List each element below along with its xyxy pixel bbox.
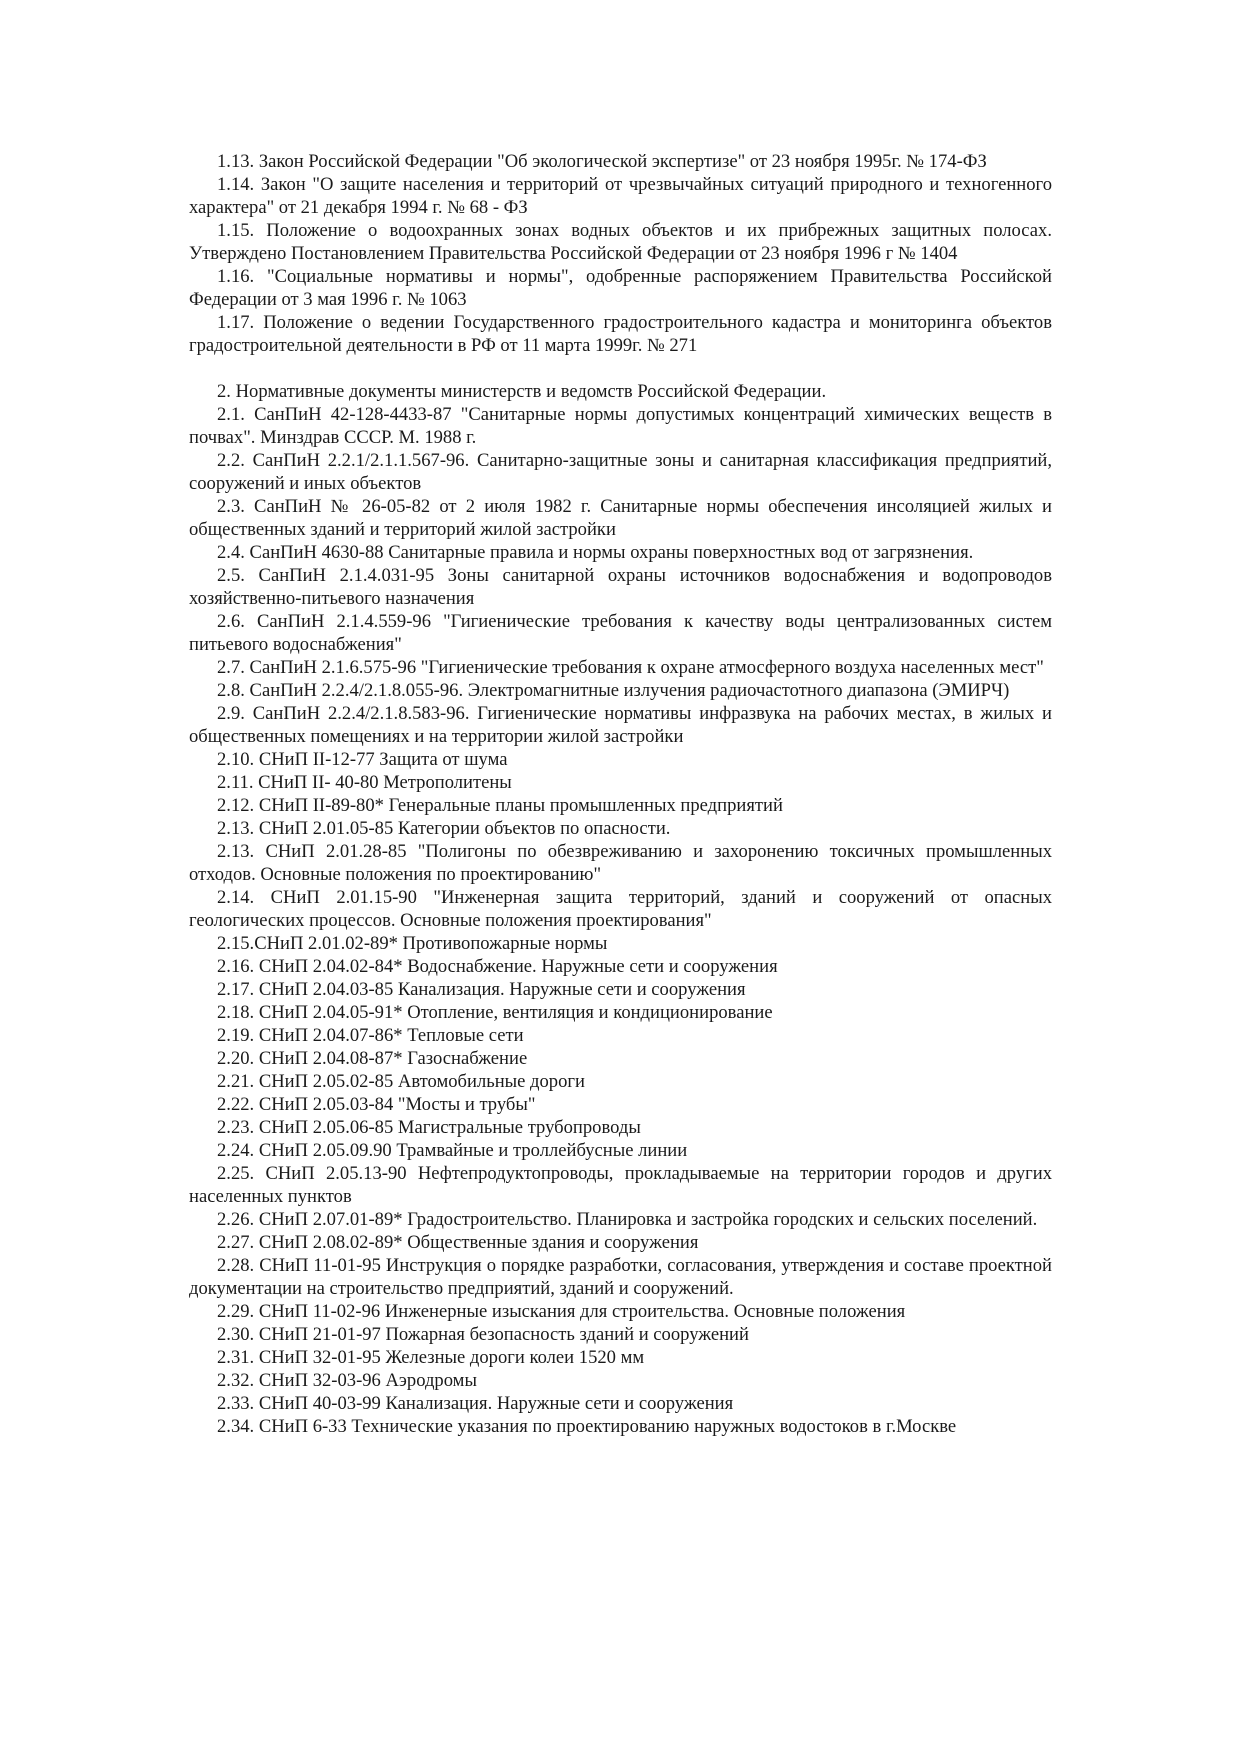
list-item: 2.3. СанПиН № 26-05-82 от 2 июля 1982 г. Санитарные нормы обеспечения инсоляцией жилых и общественных зданий и территорий жилой застройки [189, 496, 1052, 540]
section-2-heading: 2. Нормативные документы министерств и ведомств Российской Федерации. [217, 381, 827, 402]
list-item: 2.31. СНиП 32-01-95 Железные дороги колеи 1520 мм [217, 1347, 645, 1368]
list-item: 1.16. "Социальные нормативы и нормы", одобренные распоряжением Правительства Российской Федерации от 3 мая 1996 г. № 1063 [189, 266, 1052, 310]
list-item: 2.4. СанПиН 4630-88 Санитарные правила и нормы охраны поверхностных вод от загрязнения. [217, 542, 974, 563]
section-1-list [189, 150, 1052, 357]
list-item: 1.14. Закон "О защите населения и территорий от чрезвычайных ситуаций природного и техногенного характера" от 21 декабря 1994 г. № 68 - ФЗ [189, 174, 1052, 218]
list-item: 2.8. СанПиН 2.2.4/2.1.8.055-96. Электромагнитные излучения радиочастотного диапазона (ЭМИРЧ) [217, 680, 1010, 701]
list-item: 2.28. СНиП 11-01-95 Инструкция о порядке разработки, согласования, утверждения и составе проектной документации на строительство предприятий, зданий и сооружений. [189, 1255, 1052, 1299]
list-item: 2.9. СанПиН 2.2.4/2.1.8.583-96. Гигиенические нормативы инфразвука на рабочих местах, в жилых и общественных помещениях и на территории жилой застройки [189, 703, 1052, 747]
list-item: 2.17. СНиП 2.04.03-85 Канализация. Наружные сети и сооружения [217, 979, 746, 1000]
list-item: 2.27. СНиП 2.08.02-89* Общественные здания и сооружения [217, 1232, 699, 1253]
list-item: 2.20. СНиП 2.04.08-87* Газоснабжение [217, 1048, 528, 1069]
list-item: 2.14. СНиП 2.01.15-90 "Инженерная защита территорий, зданий и сооружений от опасных геологических процессов. Основные положения проектирования" [189, 887, 1052, 931]
list-item: 2.16. СНиП 2.04.02-84* Водоснабжение. Наружные сети и сооружения [217, 956, 778, 977]
list-item: 2.21. СНиП 2.05.02-85 Автомобильные дороги [217, 1071, 585, 1092]
list-item: 2.33. СНиП 40-03-99 Канализация. Наружные сети и сооружения [217, 1393, 734, 1414]
list-item: 2.15.СНиП 2.01.02-89* Противопожарные нормы [217, 933, 608, 954]
list-item: 2.2. СанПиН 2.2.1/2.1.1.567-96. Санитарно-защитные зоны и санитарная классификация предприятий, сооружений и иных объектов [189, 450, 1052, 494]
section-spacer [189, 357, 1052, 380]
list-item: 2.1. СанПиН 42-128-4433-87 "Санитарные нормы допустимых концентраций химических веществ в почвах". Минздрав СССР. М. 1988 г. [189, 404, 1052, 448]
list-item: 1.15. Положение о водоохранных зонах водных объектов и их прибрежных защитных полосах. Утверждено Постановлением Правительства Российской Федерации от 23 ноября 1996 г № 1404 [189, 220, 1052, 264]
list-item: 1.13. Закон Российской Федерации "Об экологической экспертизе" от 23 ноября 1995г. № 174-ФЗ [217, 151, 987, 172]
list-item: 2.24. СНиП 2.05.09.90 Трамвайные и троллейбусные линии [217, 1140, 688, 1161]
list-item: 2.25. СНиП 2.05.13-90 Нефтепродуктопроводы, прокладываемые на территории городов и других населенных пунктов [189, 1163, 1052, 1207]
list-item: 2.6. СанПиН 2.1.4.559-96 "Гигиенические требования к качеству воды централизованных систем питьевого водоснабжения" [189, 611, 1052, 655]
list-item: 2.23. СНиП 2.05.06-85 Магистральные трубопроводы [217, 1117, 641, 1138]
section-2-list [189, 403, 1052, 1438]
list-item: 2.30. СНиП 21-01-97 Пожарная безопасность зданий и сооружений [217, 1324, 749, 1345]
document-body [189, 150, 1052, 1438]
list-item: 1.17. Положение о ведении Государственного градостроительного кадастра и мониторинга объектов градостроительной деятельности в РФ от 11 марта 1999г. № 271 [189, 312, 1052, 356]
list-item: 2.5. СанПиН 2.1.4.031-95 Зоны санитарной охраны источников водоснабжения и водопроводов хозяйственно-питьевого назначения [189, 565, 1052, 609]
list-item: 2.11. СНиП II- 40-80 Метрополитены [217, 772, 512, 793]
list-item: 2.12. СНиП II-89-80* Генеральные планы промышленных предприятий [217, 795, 783, 816]
list-item: 2.32. СНиП 32-03-96 Аэродромы [217, 1370, 477, 1391]
list-item: 2.34. СНиП 6-33 Технические указания по проектированию наружных водостоков в г.Москве [217, 1416, 957, 1437]
list-item: 2.13. СНиП 2.01.28-85 "Полигоны по обезвреживанию и захоронению токсичных промышленных отходов. Основные положения по проектированию" [189, 841, 1052, 885]
list-item: 2.13. СНиП 2.01.05-85 Категории объектов по опасности. [217, 818, 671, 839]
list-item: 2.22. СНиП 2.05.03-84 "Мосты и трубы" [217, 1094, 536, 1115]
list-item: 2.26. СНиП 2.07.01-89* Градостроительство. Планировка и застройка городских и сельских поселений. [217, 1209, 1038, 1230]
list-item: 2.18. СНиП 2.04.05-91* Отопление, вентиляция и кондиционирование [217, 1002, 773, 1023]
list-item: 2.7. СанПиН 2.1.6.575-96 "Гигиенические требования к охране атмосферного воздуха населенных мест" [217, 657, 1044, 678]
list-item: 2.10. СНиП II-12-77 Защита от шума [217, 749, 508, 770]
list-item: 2.29. СНиП 11-02-96 Инженерные изыскания для строительства. Основные положения [217, 1301, 906, 1322]
list-item: 2.19. СНиП 2.04.07-86* Тепловые сети [217, 1025, 524, 1046]
